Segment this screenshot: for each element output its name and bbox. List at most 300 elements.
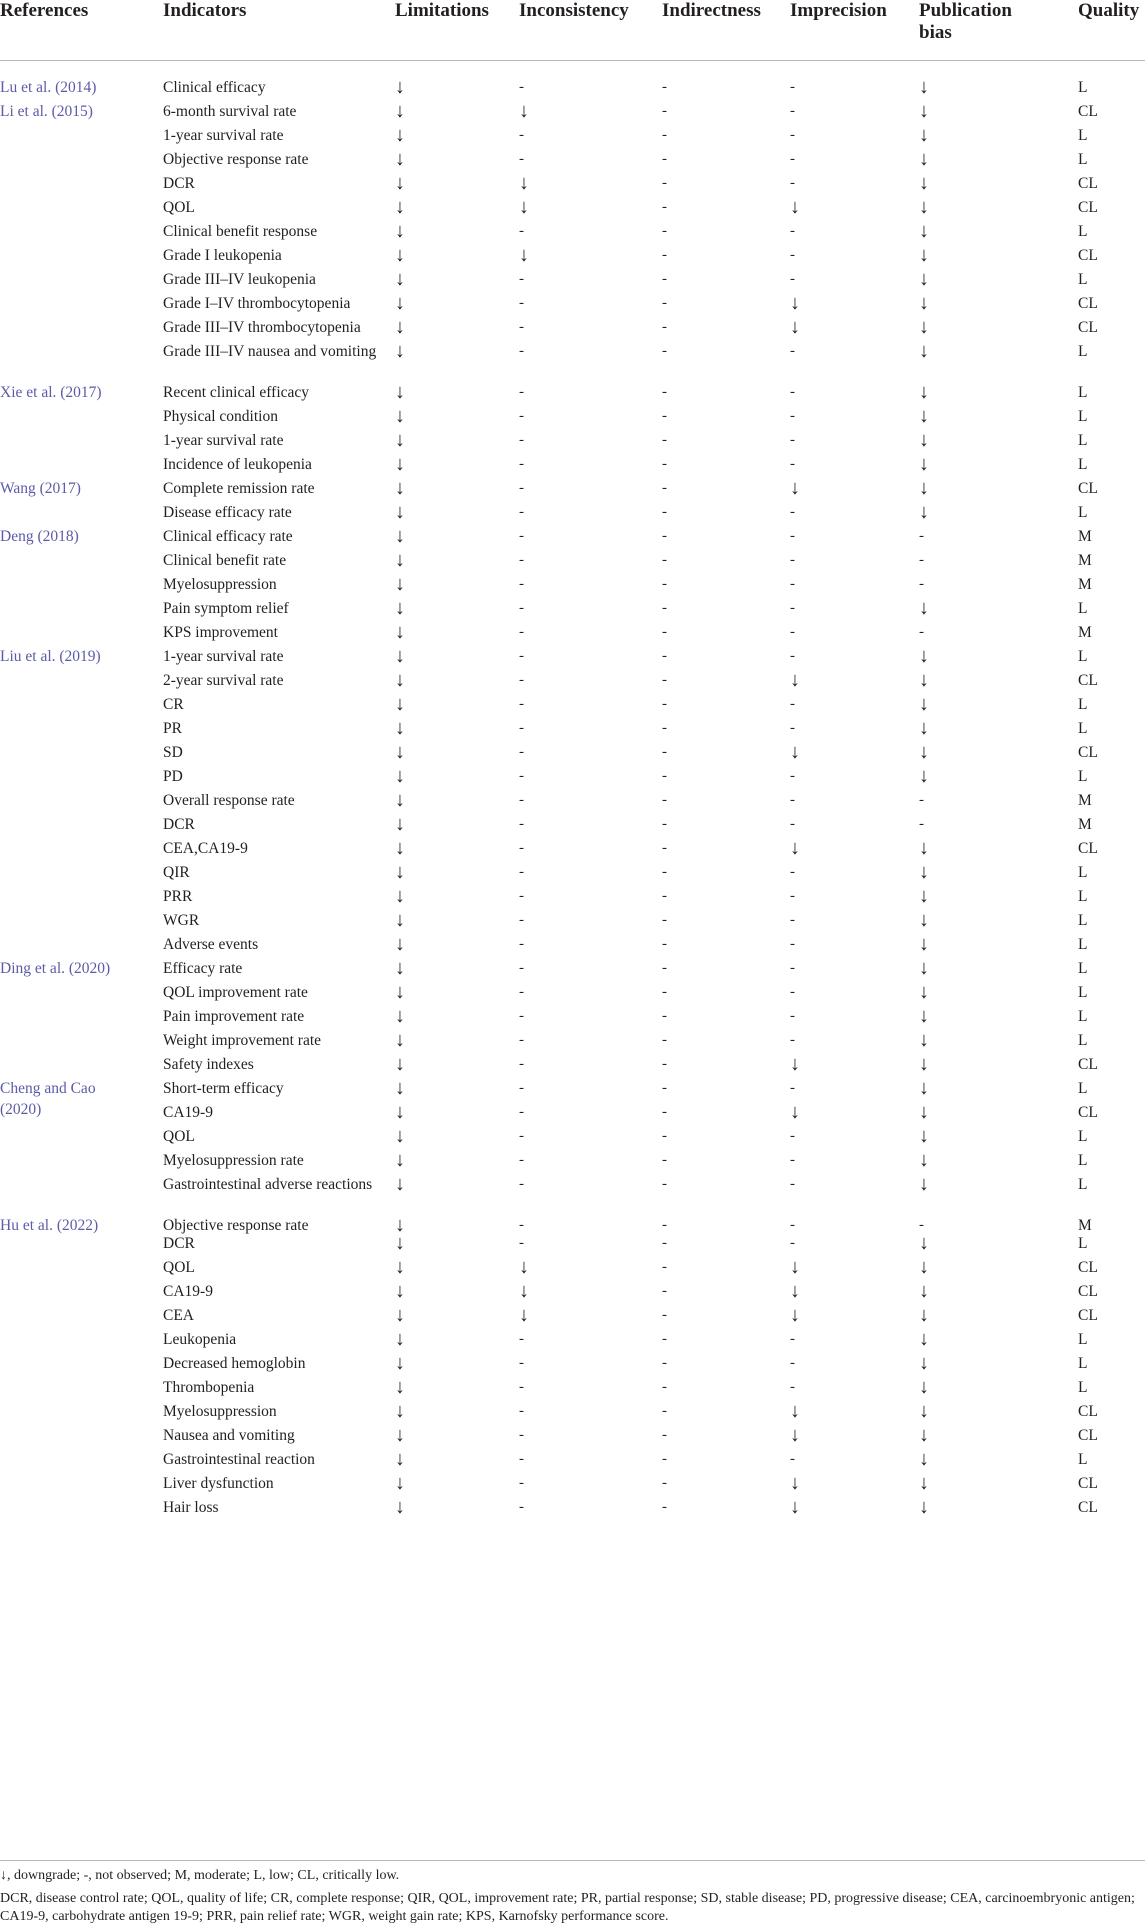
quality-cell: L xyxy=(1078,127,1088,144)
reference-cell: Deng (2018) xyxy=(0,528,79,545)
reference-cell: Lu et al. (2014) xyxy=(0,79,97,96)
not-observed-mark: - xyxy=(662,624,667,640)
not-observed-mark: - xyxy=(919,624,924,640)
downgrade-arrow-icon: ↓ xyxy=(919,172,929,194)
not-observed-mark: - xyxy=(519,1176,524,1192)
downgrade-arrow-icon: ↓ xyxy=(919,1304,929,1326)
indicator-cell: Leukopenia xyxy=(163,1331,237,1348)
not-observed-mark: - xyxy=(790,1128,795,1144)
indicator-cell: Liver dysfunction xyxy=(163,1475,274,1492)
not-observed-mark: - xyxy=(519,912,524,928)
downgrade-arrow-icon: ↓ xyxy=(919,1376,929,1398)
quality-cell: L xyxy=(1078,1176,1088,1193)
indicator-cell: QOL xyxy=(163,199,195,216)
not-observed-mark: - xyxy=(519,295,524,311)
downgrade-arrow-icon: ↓ xyxy=(395,381,405,403)
not-observed-mark: - xyxy=(519,1128,524,1144)
quality-cell: CL xyxy=(1078,744,1098,761)
quality-cell: L xyxy=(1078,408,1088,425)
indicator-cell: Efficacy rate xyxy=(163,960,243,977)
downgrade-arrow-icon: ↓ xyxy=(395,765,405,787)
not-observed-mark: - xyxy=(519,1475,524,1491)
quality-cell: L xyxy=(1078,936,1088,953)
downgrade-arrow-icon: ↓ xyxy=(519,196,529,218)
downgrade-arrow-icon: ↓ xyxy=(919,837,929,859)
not-observed-mark: - xyxy=(790,79,795,95)
downgrade-arrow-icon: ↓ xyxy=(919,316,929,338)
indicator-cell: 6-month survival rate xyxy=(163,103,297,120)
not-observed-mark: - xyxy=(790,1217,795,1233)
not-observed-mark: - xyxy=(519,1379,524,1395)
indicator-cell: Adverse events xyxy=(163,936,259,953)
quality-cell: CL xyxy=(1078,672,1098,689)
indicator-cell: Pain symptom relief xyxy=(163,600,289,617)
not-observed-mark: - xyxy=(519,456,524,472)
indicator-cell: Safety indexes xyxy=(163,1056,254,1073)
downgrade-arrow-icon: ↓ xyxy=(919,1328,929,1350)
downgrade-arrow-icon: ↓ xyxy=(395,981,405,1003)
downgrade-arrow-icon: ↓ xyxy=(790,1053,800,1075)
not-observed-mark: - xyxy=(919,816,924,832)
reference-cell: Li et al. (2015) xyxy=(0,103,93,120)
not-observed-mark: - xyxy=(662,247,667,263)
not-observed-mark: - xyxy=(519,79,524,95)
quality-cell: L xyxy=(1078,271,1088,288)
downgrade-arrow-icon: ↓ xyxy=(919,741,929,763)
not-observed-mark: - xyxy=(662,720,667,736)
downgrade-arrow-icon: ↓ xyxy=(395,717,405,739)
footnote-legend: ↓, downgrade; -, not observed; M, moderate; L, low; CL, critically low. xyxy=(0,1868,400,1883)
downgrade-arrow-icon: ↓ xyxy=(395,1053,405,1075)
not-observed-mark: - xyxy=(790,103,795,119)
downgrade-arrow-icon: ↓ xyxy=(395,909,405,931)
quality-cell: M xyxy=(1078,624,1092,641)
not-observed-mark: - xyxy=(662,1056,667,1072)
indicator-cell: CEA,CA19-9 xyxy=(163,840,248,857)
not-observed-mark: - xyxy=(519,384,524,400)
indicator-cell: Myelosuppression rate xyxy=(163,1152,304,1169)
quality-cell: L xyxy=(1078,384,1088,401)
reference-cell: Cheng and Cao (2020) xyxy=(0,1080,96,1118)
quality-cell: L xyxy=(1078,1032,1088,1049)
downgrade-arrow-icon: ↓ xyxy=(395,957,405,979)
downgrade-arrow-icon: ↓ xyxy=(919,981,929,1003)
not-observed-mark: - xyxy=(519,1331,524,1347)
quality-cell: CL xyxy=(1078,1259,1098,1276)
downgrade-arrow-icon: ↓ xyxy=(919,861,929,883)
downgrade-arrow-icon: ↓ xyxy=(790,1424,800,1446)
not-observed-mark: - xyxy=(790,936,795,952)
not-observed-mark: - xyxy=(790,127,795,143)
indicator-cell: Grade III–IV thrombocytopenia xyxy=(163,319,361,336)
not-observed-mark: - xyxy=(662,1307,667,1323)
downgrade-arrow-icon: ↓ xyxy=(395,1149,405,1171)
downgrade-arrow-icon: ↓ xyxy=(919,1149,929,1171)
not-observed-mark: - xyxy=(662,600,667,616)
not-observed-mark: - xyxy=(662,1475,667,1491)
downgrade-arrow-icon: ↓ xyxy=(919,957,929,979)
not-observed-mark: - xyxy=(662,936,667,952)
downgrade-arrow-icon: ↓ xyxy=(519,100,529,122)
not-observed-mark: - xyxy=(519,816,524,832)
downgrade-arrow-icon: ↓ xyxy=(919,1053,929,1075)
header-inconsistency: Inconsistency xyxy=(519,0,629,21)
indicator-cell: Objective response rate xyxy=(163,1217,309,1234)
downgrade-arrow-icon: ↓ xyxy=(919,1232,929,1254)
not-observed-mark: - xyxy=(519,624,524,640)
quality-cell: L xyxy=(1078,343,1088,360)
not-observed-mark: - xyxy=(519,600,524,616)
not-observed-mark: - xyxy=(662,672,667,688)
downgrade-arrow-icon: ↓ xyxy=(395,885,405,907)
not-observed-mark: - xyxy=(519,504,524,520)
indicator-cell: Grade I–IV thrombocytopenia xyxy=(163,295,351,312)
not-observed-mark: - xyxy=(519,151,524,167)
downgrade-arrow-icon: ↓ xyxy=(395,1328,405,1350)
not-observed-mark: - xyxy=(519,1355,524,1371)
not-observed-mark: - xyxy=(662,408,667,424)
quality-cell: M xyxy=(1078,1217,1092,1234)
not-observed-mark: - xyxy=(919,552,924,568)
not-observed-mark: - xyxy=(662,960,667,976)
quality-cell: L xyxy=(1078,1235,1088,1252)
downgrade-arrow-icon: ↓ xyxy=(395,316,405,338)
downgrade-arrow-icon: ↓ xyxy=(395,1077,405,1099)
not-observed-mark: - xyxy=(519,984,524,1000)
not-observed-mark: - xyxy=(519,1080,524,1096)
quality-cell: L xyxy=(1078,1355,1088,1372)
not-observed-mark: - xyxy=(519,840,524,856)
not-observed-mark: - xyxy=(519,319,524,335)
not-observed-mark: - xyxy=(790,1355,795,1371)
indicator-cell: CEA xyxy=(163,1307,194,1324)
downgrade-arrow-icon: ↓ xyxy=(919,1077,929,1099)
downgrade-arrow-icon: ↓ xyxy=(919,933,929,955)
indicator-cell: 1-year survival rate xyxy=(163,648,284,665)
header-indicators: Indicators xyxy=(163,0,247,21)
quality-cell: L xyxy=(1078,1379,1088,1396)
not-observed-mark: - xyxy=(519,223,524,239)
downgrade-arrow-icon: ↓ xyxy=(395,1496,405,1518)
not-observed-mark: - xyxy=(662,1104,667,1120)
quality-cell: L xyxy=(1078,888,1088,905)
downgrade-arrow-icon: ↓ xyxy=(395,1424,405,1446)
not-observed-mark: - xyxy=(519,1427,524,1443)
reference-cell: Ding et al. (2020) xyxy=(0,960,111,977)
quality-cell: CL xyxy=(1078,1499,1098,1516)
not-observed-mark: - xyxy=(519,127,524,143)
quality-cell: L xyxy=(1078,1128,1088,1145)
not-observed-mark: - xyxy=(790,624,795,640)
downgrade-arrow-icon: ↓ xyxy=(919,1005,929,1027)
not-observed-mark: - xyxy=(519,648,524,664)
downgrade-arrow-icon: ↓ xyxy=(919,765,929,787)
indicator-cell: Myelosuppression xyxy=(163,1403,277,1420)
quality-cell: M xyxy=(1078,816,1092,833)
downgrade-arrow-icon: ↓ xyxy=(919,597,929,619)
not-observed-mark: - xyxy=(790,1379,795,1395)
not-observed-mark: - xyxy=(662,1080,667,1096)
indicator-cell: 1-year survival rate xyxy=(163,432,284,449)
downgrade-arrow-icon: ↓ xyxy=(519,1304,529,1326)
downgrade-arrow-icon: ↓ xyxy=(395,405,405,427)
not-observed-mark: - xyxy=(662,79,667,95)
quality-cell: L xyxy=(1078,696,1088,713)
header-imprecision: Imprecision xyxy=(790,0,887,21)
not-observed-mark: - xyxy=(790,343,795,359)
downgrade-arrow-icon: ↓ xyxy=(790,837,800,859)
not-observed-mark: - xyxy=(662,343,667,359)
indicator-cell: Physical condition xyxy=(163,408,278,425)
not-observed-mark: - xyxy=(519,576,524,592)
not-observed-mark: - xyxy=(662,504,667,520)
downgrade-arrow-icon: ↓ xyxy=(919,453,929,475)
downgrade-arrow-icon: ↓ xyxy=(395,76,405,98)
downgrade-arrow-icon: ↓ xyxy=(395,100,405,122)
not-observed-mark: - xyxy=(519,1403,524,1419)
not-observed-mark: - xyxy=(790,223,795,239)
not-observed-mark: - xyxy=(662,1176,667,1192)
downgrade-arrow-icon: ↓ xyxy=(919,1496,929,1518)
not-observed-mark: - xyxy=(790,175,795,191)
not-observed-mark: - xyxy=(662,1283,667,1299)
not-observed-mark: - xyxy=(662,648,667,664)
not-observed-mark: - xyxy=(790,912,795,928)
downgrade-arrow-icon: ↓ xyxy=(919,1472,929,1494)
indicator-cell: Pain improvement rate xyxy=(163,1008,305,1025)
not-observed-mark: - xyxy=(662,271,667,287)
downgrade-arrow-icon: ↓ xyxy=(395,837,405,859)
not-observed-mark: - xyxy=(519,1008,524,1024)
not-observed-mark: - xyxy=(519,936,524,952)
indicator-cell: CA19-9 xyxy=(163,1104,213,1121)
indicator-cell: CA19-9 xyxy=(163,1283,213,1300)
downgrade-arrow-icon: ↓ xyxy=(919,1352,929,1374)
downgrade-arrow-icon: ↓ xyxy=(395,1352,405,1374)
not-observed-mark: - xyxy=(662,552,667,568)
indicator-cell: Clinical efficacy xyxy=(163,79,266,96)
downgrade-arrow-icon: ↓ xyxy=(919,1448,929,1470)
not-observed-mark: - xyxy=(790,552,795,568)
footnote-abbreviations: DCR, disease control rate; QOL, quality of life; CR, complete response; QIR, QOL, improvement rate; PR, partial response; SD, stable disease; PD, progressive disease; CEA, carcinoembryonic antigen; CA19-9, carbohydrate antigen 19-9; PRR, pain relief rate; WGR, weight gain rate; KPS, Karnofsky performance score. xyxy=(0,1891,1135,1924)
downgrade-arrow-icon: ↓ xyxy=(919,1400,929,1422)
downgrade-arrow-icon: ↓ xyxy=(395,244,405,266)
downgrade-arrow-icon: ↓ xyxy=(395,741,405,763)
downgrade-arrow-icon: ↓ xyxy=(919,268,929,290)
reference-cell: Liu et al. (2019) xyxy=(0,648,101,665)
not-observed-mark: - xyxy=(662,888,667,904)
downgrade-arrow-icon: ↓ xyxy=(919,1029,929,1051)
downgrade-arrow-icon: ↓ xyxy=(790,741,800,763)
indicator-cell: Gastrointestinal reaction xyxy=(163,1451,315,1468)
indicator-cell: Nausea and vomiting xyxy=(163,1427,295,1444)
not-observed-mark: - xyxy=(790,384,795,400)
downgrade-arrow-icon: ↓ xyxy=(519,244,529,266)
not-observed-mark: - xyxy=(790,720,795,736)
not-observed-mark: - xyxy=(790,247,795,263)
quality-cell: L xyxy=(1078,1331,1088,1348)
downgrade-arrow-icon: ↓ xyxy=(395,693,405,715)
indicator-cell: PR xyxy=(163,720,182,737)
not-observed-mark: - xyxy=(790,456,795,472)
downgrade-arrow-icon: ↓ xyxy=(395,1280,405,1302)
downgrade-arrow-icon: ↓ xyxy=(790,1280,800,1302)
downgrade-arrow-icon: ↓ xyxy=(919,885,929,907)
indicator-cell: Hair loss xyxy=(163,1499,219,1516)
not-observed-mark: - xyxy=(519,480,524,496)
indicator-cell: DCR xyxy=(163,175,195,192)
quality-cell: L xyxy=(1078,1080,1088,1097)
quality-cell: L xyxy=(1078,648,1088,665)
table-footnotes xyxy=(0,1860,1145,1931)
downgrade-arrow-icon: ↓ xyxy=(919,501,929,523)
not-observed-mark: - xyxy=(519,720,524,736)
indicator-cell: Myelosuppression xyxy=(163,576,277,593)
not-observed-mark: - xyxy=(519,1217,524,1233)
quality-cell: L xyxy=(1078,1008,1088,1025)
downgrade-arrow-icon: ↓ xyxy=(395,1376,405,1398)
indicator-cell: CR xyxy=(163,696,184,713)
downgrade-arrow-icon: ↓ xyxy=(919,220,929,242)
not-observed-mark: - xyxy=(662,744,667,760)
downgrade-arrow-icon: ↓ xyxy=(395,1304,405,1326)
quality-cell: L xyxy=(1078,504,1088,521)
not-observed-mark: - xyxy=(662,103,667,119)
not-observed-mark: - xyxy=(662,223,667,239)
not-observed-mark: - xyxy=(662,1379,667,1395)
not-observed-mark: - xyxy=(662,319,667,335)
quality-cell: CL xyxy=(1078,1307,1098,1324)
indicator-cell: QOL improvement rate xyxy=(163,984,308,1001)
quality-cell: L xyxy=(1078,912,1088,929)
not-observed-mark: - xyxy=(662,576,667,592)
downgrade-arrow-icon: ↓ xyxy=(790,196,800,218)
downgrade-arrow-icon: ↓ xyxy=(919,477,929,499)
quality-cell: CL xyxy=(1078,1283,1098,1300)
not-observed-mark: - xyxy=(519,1056,524,1072)
indicator-cell: Gastrointestinal adverse reactions xyxy=(163,1176,373,1193)
header-indirectness: Indirectness xyxy=(662,0,761,21)
not-observed-mark: - xyxy=(519,744,524,760)
not-observed-mark: - xyxy=(662,1217,667,1233)
downgrade-arrow-icon: ↓ xyxy=(790,292,800,314)
not-observed-mark: - xyxy=(519,864,524,880)
not-observed-mark: - xyxy=(790,1451,795,1467)
downgrade-arrow-icon: ↓ xyxy=(919,669,929,691)
not-observed-mark: - xyxy=(790,408,795,424)
indicator-cell: DCR xyxy=(163,816,195,833)
downgrade-arrow-icon: ↓ xyxy=(919,381,929,403)
not-observed-mark: - xyxy=(519,1499,524,1515)
not-observed-mark: - xyxy=(662,384,667,400)
quality-cell: CL xyxy=(1078,247,1098,264)
indicator-cell: QOL xyxy=(163,1259,195,1276)
downgrade-arrow-icon: ↓ xyxy=(790,1101,800,1123)
downgrade-arrow-icon: ↓ xyxy=(395,477,405,499)
downgrade-arrow-icon: ↓ xyxy=(395,813,405,835)
downgrade-arrow-icon: ↓ xyxy=(790,669,800,691)
downgrade-arrow-icon: ↓ xyxy=(790,316,800,338)
not-observed-mark: - xyxy=(662,151,667,167)
not-observed-mark: - xyxy=(790,1080,795,1096)
header-publication-bias: Publication bias xyxy=(919,0,1012,43)
quality-cell: L xyxy=(1078,79,1088,96)
not-observed-mark: - xyxy=(790,432,795,448)
downgrade-arrow-icon: ↓ xyxy=(919,244,929,266)
not-observed-mark: - xyxy=(790,151,795,167)
quality-cell: M xyxy=(1078,792,1092,809)
not-observed-mark: - xyxy=(662,696,667,712)
not-observed-mark: - xyxy=(662,792,667,808)
not-observed-mark: - xyxy=(662,1355,667,1371)
downgrade-arrow-icon: ↓ xyxy=(395,429,405,451)
downgrade-arrow-icon: ↓ xyxy=(395,172,405,194)
not-observed-mark: - xyxy=(662,1499,667,1515)
quality-cell: L xyxy=(1078,768,1088,785)
indicator-cell: 1-year survival rate xyxy=(163,127,284,144)
not-observed-mark: - xyxy=(662,1032,667,1048)
not-observed-mark: - xyxy=(919,528,924,544)
not-observed-mark: - xyxy=(790,1008,795,1024)
not-observed-mark: - xyxy=(662,199,667,215)
quality-cell: L xyxy=(1078,600,1088,617)
quality-cell: CL xyxy=(1078,1056,1098,1073)
downgrade-arrow-icon: ↓ xyxy=(395,1173,405,1195)
quality-cell: L xyxy=(1078,864,1088,881)
not-observed-mark: - xyxy=(662,840,667,856)
indicator-cell: KPS improvement xyxy=(163,624,278,641)
indicator-cell: PD xyxy=(163,768,183,785)
indicator-cell: Complete remission rate xyxy=(163,480,315,497)
downgrade-arrow-icon: ↓ xyxy=(919,124,929,146)
not-observed-mark: - xyxy=(662,984,667,1000)
quality-cell: L xyxy=(1078,960,1088,977)
indicator-cell: QIR xyxy=(163,864,190,881)
downgrade-arrow-icon: ↓ xyxy=(919,1256,929,1278)
downgrade-arrow-icon: ↓ xyxy=(919,429,929,451)
not-observed-mark: - xyxy=(790,888,795,904)
downgrade-arrow-icon: ↓ xyxy=(395,573,405,595)
not-observed-mark: - xyxy=(790,1152,795,1168)
downgrade-arrow-icon: ↓ xyxy=(395,148,405,170)
not-observed-mark: - xyxy=(790,816,795,832)
downgrade-arrow-icon: ↓ xyxy=(395,669,405,691)
not-observed-mark: - xyxy=(519,888,524,904)
not-observed-mark: - xyxy=(662,480,667,496)
not-observed-mark: - xyxy=(519,408,524,424)
indicator-cell: Grade III–IV leukopenia xyxy=(163,271,316,288)
not-observed-mark: - xyxy=(790,271,795,287)
downgrade-arrow-icon: ↓ xyxy=(919,196,929,218)
not-observed-mark: - xyxy=(519,343,524,359)
downgrade-arrow-icon: ↓ xyxy=(395,1125,405,1147)
downgrade-arrow-icon: ↓ xyxy=(919,1101,929,1123)
downgrade-arrow-icon: ↓ xyxy=(395,549,405,571)
quality-cell: CL xyxy=(1078,1104,1098,1121)
not-observed-mark: - xyxy=(919,792,924,808)
downgrade-arrow-icon: ↓ xyxy=(395,340,405,362)
quality-cell: M xyxy=(1078,576,1092,593)
quality-cell: M xyxy=(1078,528,1092,545)
quality-cell: CL xyxy=(1078,319,1098,336)
indicator-cell: Grade I leukopenia xyxy=(163,247,282,264)
downgrade-arrow-icon: ↓ xyxy=(519,1280,529,1302)
not-observed-mark: - xyxy=(662,1235,667,1251)
downgrade-arrow-icon: ↓ xyxy=(395,220,405,242)
downgrade-arrow-icon: ↓ xyxy=(395,196,405,218)
indicator-cell: Disease efficacy rate xyxy=(163,504,292,521)
reference-cell: Wang (2017) xyxy=(0,480,81,497)
